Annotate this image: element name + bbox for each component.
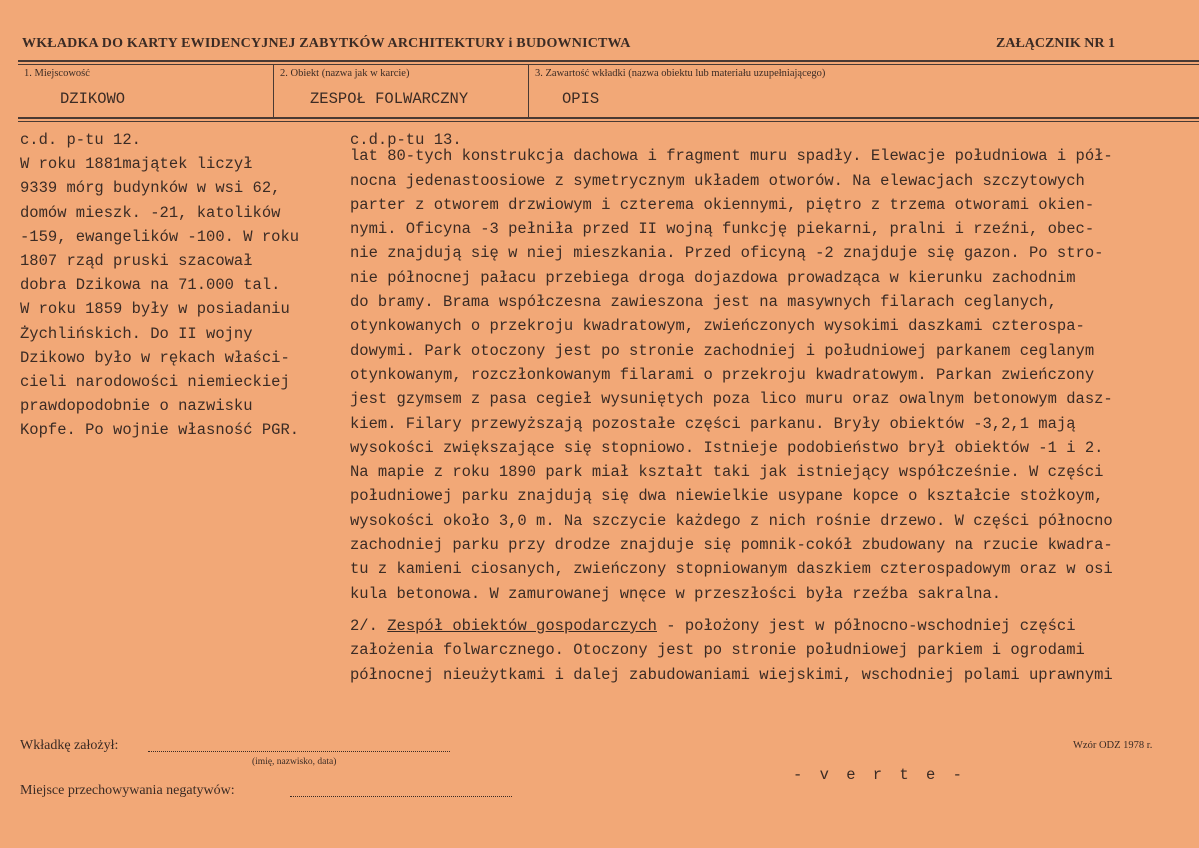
locality-label: 1. Miejscowość bbox=[24, 68, 90, 79]
body-line: do bramy. Brama współczesna zawieszona jest na masywnych filarach ceglanych, bbox=[350, 293, 1057, 312]
header-rule-top bbox=[18, 60, 1199, 62]
continuation-heading: c.d.p-tu 13. bbox=[350, 131, 462, 149]
left-line: Kopfe. Po wojnie własność PGR. bbox=[20, 421, 300, 440]
left-line: c.d. p-tu 12. bbox=[20, 131, 141, 149]
left-line: cieli narodowości niemieckiej bbox=[20, 373, 290, 392]
section-2-text: - położony jest w północno-wschodniej części bbox=[656, 616, 1076, 635]
header-rule-top-thin bbox=[18, 64, 1199, 65]
body-line: nie północnej pałacu przebiega droga dojazdowa prowadząca w kierunku zachodnim bbox=[350, 268, 1076, 287]
header-rule-bottom bbox=[18, 117, 1199, 119]
verte-note: - v e r t e - bbox=[793, 766, 966, 784]
document-title: WKŁADKA DO KARTY EWIDENCYJNEJ ZABYTKÓW ARCHITEKTURY i BUDOWNICTWA bbox=[22, 36, 631, 51]
annex-number: ZAŁĄCZNIK NR 1 bbox=[996, 36, 1116, 51]
body-line: otynkowanym, rozczłonkowanym filarami o przekroju kwadratowym. Parkan zwieńczony bbox=[350, 365, 1095, 384]
body-line: południowej parku znajdują się dwa niewielkie usypane kopce o kształcie stożkoym, bbox=[350, 487, 1104, 506]
body-line: nie znajdują się w niej mieszkania. Przed oficyną -2 znajduje się gazon. Po stro- bbox=[350, 244, 1104, 263]
body-line: dowymi. Park otoczony jest po stronie zachodniej i południowej parkanem ceglanym bbox=[350, 341, 1095, 360]
content-value: OPIS bbox=[562, 90, 600, 108]
object-label: 2. Obiekt (nazwa jak w karcie) bbox=[280, 68, 410, 79]
body-line: jest gzymsem z pasa cegieł wysuniętych poza lico muru oraz owalnym betonowym dasz- bbox=[350, 390, 1113, 409]
created-by-hint: (imię, nazwisko, data) bbox=[252, 757, 337, 767]
negatives-storage-label: Miejsce przechowywania negatywów: bbox=[20, 783, 235, 798]
body-line: tu z kamieni ciosanych, zwieńczony stopniowanym daszkiem czterospadowym oraz w osi bbox=[350, 560, 1113, 579]
left-line: -159, ewangelików -100. W roku bbox=[20, 227, 300, 246]
left-line: W roku 1859 były w posiadaniu bbox=[20, 300, 290, 319]
created-by-field[interactable] bbox=[148, 751, 450, 752]
body-line: nocna jedenastoosiowe z symetrycznym układem otworów. Na elewacjach szczytowych bbox=[350, 171, 1085, 190]
left-line: 1807 rząd pruski szacował bbox=[20, 252, 253, 271]
left-line: Żychlińskich. Do II wojny bbox=[20, 324, 253, 343]
left-line: domów mieszk. -21, katolików bbox=[20, 203, 281, 222]
body-line: lat 80-tych konstrukcja dachowa i fragment muru spadły. Elewacje południowa i pół- bbox=[350, 147, 1113, 166]
body-line: otynkowanych o przekroju kwadratowym, zwieńczonych wysokimi daszkami czterospa- bbox=[350, 317, 1085, 336]
body-line: parter z otworem drzwiowym i czterema okiennymi, piętro z trzema otworami okien- bbox=[350, 195, 1095, 214]
field-divider-2 bbox=[528, 64, 529, 118]
body-line: wysokości zwiększające się stopniowo. Istnieje podobieństwo brył obiektów -1 i 2. bbox=[350, 438, 1104, 457]
left-line: Dzikowo było w rękach właści- bbox=[20, 348, 290, 367]
section-2-title: Zespół obiektów gospodarczych bbox=[387, 616, 657, 635]
left-line: W roku 1881majątek liczył bbox=[20, 155, 253, 174]
locality-value: DZIKOWO bbox=[60, 90, 126, 108]
left-text-column bbox=[20, 128, 345, 443]
left-line: dobra Dzikowa na 71.000 tal. bbox=[20, 276, 281, 295]
negatives-storage-field[interactable] bbox=[290, 796, 512, 797]
section-2-number: 2/. bbox=[350, 616, 378, 635]
form-reference: Wzór ODZ 1978 r. bbox=[1073, 740, 1153, 751]
content-label: 3. Zawartość wkładki (nazwa obiektu lub materiału uzupełniającego) bbox=[535, 68, 826, 79]
body-line: założenia folwarcznego. Otoczony jest po stronie południowej parkiem i ogrodami bbox=[350, 641, 1085, 660]
object-value: ZESPOŁ FOLWARCZNY bbox=[310, 90, 469, 108]
body-line: nymi. Oficyna -3 pełniła przed II wojną funkcję piekarni, pralni i rzeźni, obec- bbox=[350, 220, 1095, 239]
left-line: 9339 mórg budynków w wsi 62, bbox=[20, 179, 281, 198]
right-text-column bbox=[350, 128, 1199, 687]
header-rule-bottom-thin bbox=[18, 121, 1199, 122]
body-line: zachodniej parku przy drodze znajduje się pomnik-cokół zbudowany na rzucie kwadra- bbox=[350, 536, 1113, 555]
body-line: Na mapie z roku 1890 park miał kształt taki jak istniejący współcześnie. W części bbox=[350, 463, 1104, 482]
body-line: kula betonowa. W zamurowanej wnęce w przeszłości była rzeźba sakralna. bbox=[350, 584, 1002, 603]
field-divider-1 bbox=[273, 64, 274, 118]
body-line: wysokości około 3,0 m. Na szczycie każdego z nich rośnie drzewo. W części północno bbox=[350, 511, 1113, 530]
section-2-heading-line bbox=[350, 614, 1199, 638]
body-line: kiem. Filary przewyższają pozostałe części parkanu. Bryły obiektów -3,2,1 mają bbox=[350, 414, 1076, 433]
body-line: północnej nieużytkami i dalej zabudowaniami wiejskimi, wschodniej polami uprawnymi bbox=[350, 665, 1113, 684]
paragraph-gap bbox=[350, 606, 1199, 614]
created-by-label: Wkładkę założył: bbox=[20, 738, 119, 753]
left-line: prawdopodobnie o nazwisku bbox=[20, 397, 253, 416]
